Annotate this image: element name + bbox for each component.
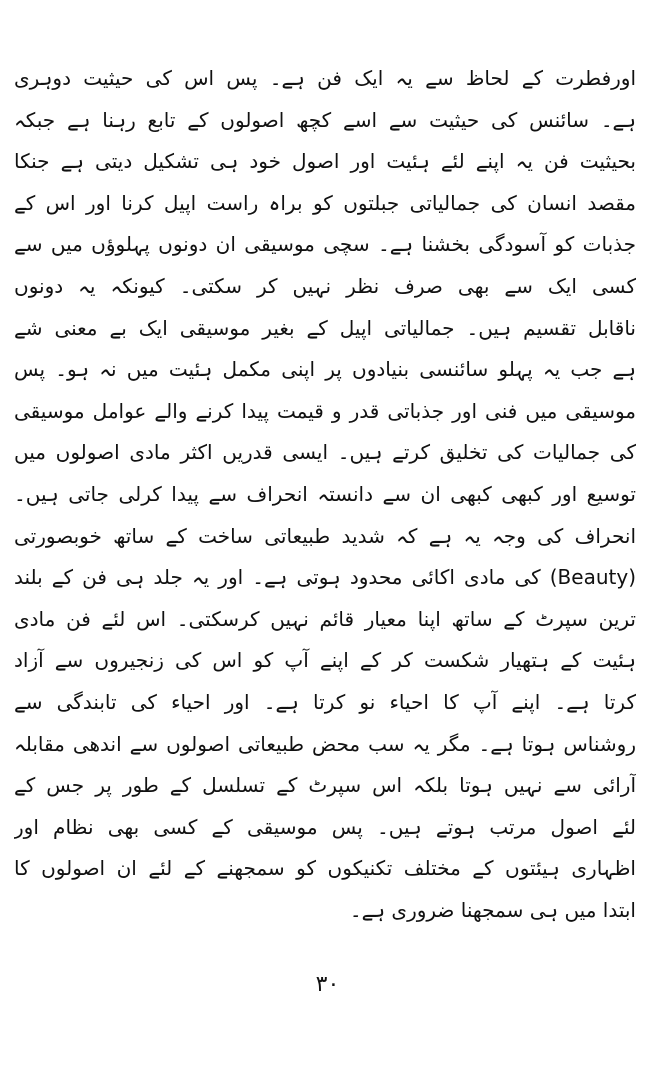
text-line: اورفطرت کے لحاظ سے یہ ایک فن ہے۔ پس اس کی حیثیت دوہری	[14, 66, 636, 90]
text-line: لئے اصول مرتب ہوتے ہیں۔ پس موسیقی کے کسی بھی نظام اور	[14, 814, 636, 839]
text-line: ہے جب یہ پہلو سائنسی بنیادوں پر اپنی مکمل ہئیت میں نہ ہو۔ پس	[14, 357, 636, 382]
text-line: کرتا ہے۔ اپنے آپ کا احیاء نو کرتا ہے۔ اور احیاء کی تابندگی سے	[14, 689, 636, 714]
text-line: بحیثیت فن یہ اپنے لئے ہئیت اور اصول خود ہی تشکیل دیتی ہے جنکا	[14, 149, 636, 174]
text-line: ترین سپرٹ کے ساتھ اپنا معیار قائم نہیں کرسکتی۔ اس لئے فن مادی	[14, 606, 636, 631]
text-line: کسی ایک سے بھی صرف نظر نہیں کر سکتی۔ کیونکہ یہ دونوں	[14, 273, 636, 298]
text-line: ناقابل تقسیم ہیں۔ جمالیاتی اپیل کے بغیر موسیقی ایک بے معنی شے	[14, 315, 636, 340]
text-line: ہے۔ سائنس کی حیثیت سے اسے کچھ اصولوں کے تابع رہنا ہے جبکہ	[14, 107, 636, 132]
text-line: روشناس ہوتا ہے۔ مگر یہ سب محض طبیعاتی اصولوں سے اندھی مقابلہ	[14, 731, 636, 756]
text-line: ہئیت کے ہتھیار شکست کر کے اپنے آپ کو اس کی زنجیروں سے آزاد	[14, 648, 636, 673]
text-line: کی جمالیات کی تخلیق کرتے ہیں۔ ایسی قدریں اکثر مادی اصولوں میں	[14, 440, 636, 465]
text-line: توسیع اور کبھی کبھی ان سے دانستہ انحراف سے پیدا کرلی جاتی ہیں۔	[14, 481, 636, 506]
page-number: ۳۰	[315, 972, 340, 997]
text-line: موسیقی میں فنی اور جذباتی قدر و قیمت پیدا کرنے والے عوامل موسیقی	[14, 398, 636, 423]
text-line: (Beauty) کی مادی اکائی محدود ہوتی ہے۔ اور یہ جلد ہی فن کے بلند	[14, 565, 636, 590]
text-line: مقصد انسان کی جمالیاتی جبلتوں کو براہ راست اپیل کرنا اور اس کے	[14, 190, 636, 215]
text-line: جذبات کو آسودگی بخشنا ہے۔ سچی موسیقی ان دونوں پہلوؤں میں سے	[14, 232, 636, 257]
text-line: آرائی سے نہیں ہوتا بلکہ اس سپرٹ کے تسلسل کے طور پر جس کے	[14, 773, 636, 798]
body-text	[14, 58, 636, 931]
text-line: انحراف کی وجہ یہ ہے کہ شدید طبیعاتی ساخت کے ساتھ خوبصورتی	[14, 523, 636, 548]
text-line: ابتدا میں ہی سمجھنا ضروری ہے۔	[349, 897, 636, 922]
text-line: اظہاری ہیئتوں کے مختلف تکنیکوں کو سمجھنے کے لئے ان اصولوں کا	[14, 856, 636, 881]
